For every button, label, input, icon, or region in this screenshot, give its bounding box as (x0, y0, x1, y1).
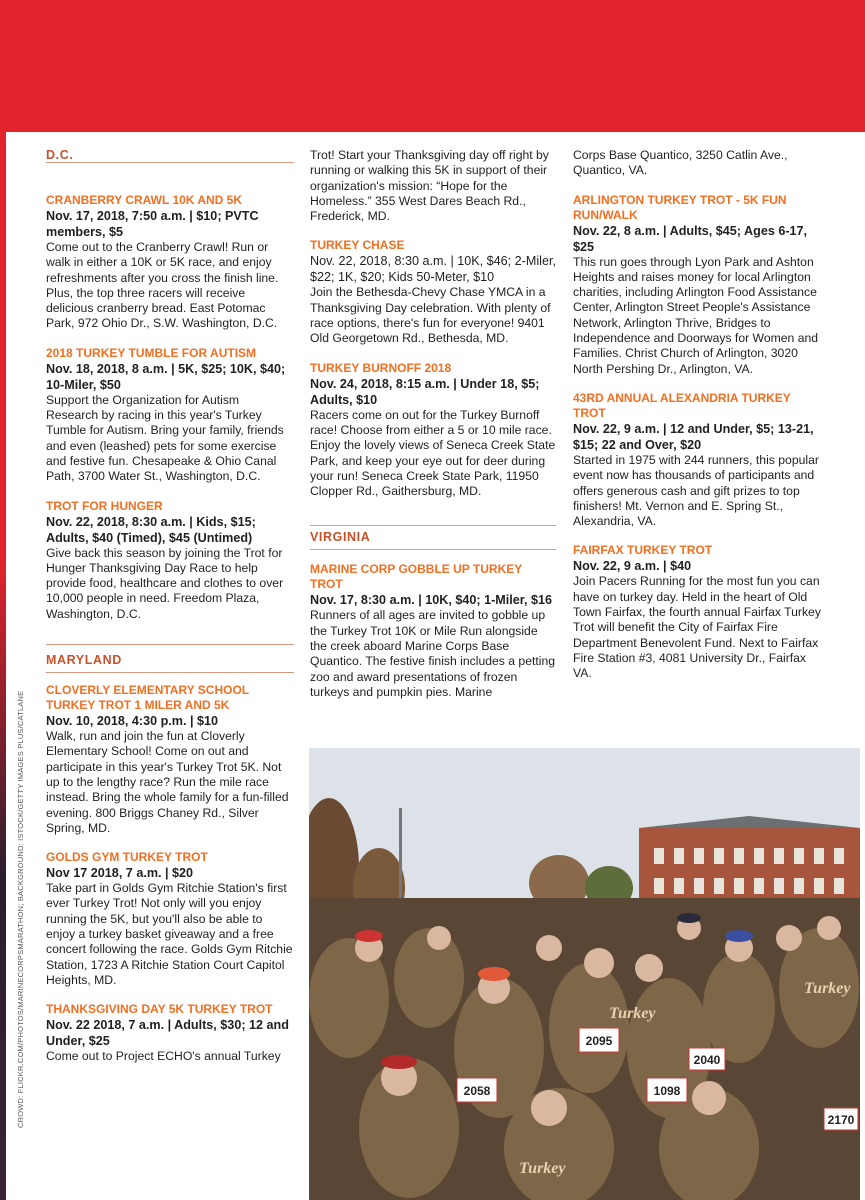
event-entry (310, 361, 556, 500)
event-entry (310, 238, 556, 346)
header-band (0, 0, 865, 132)
event-title: TURKEY CHASE (310, 238, 405, 253)
event-description: Support the Organization for Autism Research by racing in this year's Turkey Tumble for Autism. Bring your family, friends and even (leashed) pets for some exercise and festive fun. Chesapeake & Ohio Canal Path, 3700 Water St., Washington, D.C. (46, 392, 284, 484)
bib-number: 2040 (693, 1053, 721, 1067)
event-description: Take part in Golds Gym Ritchie Station's first ever Turkey Trot! Not only will you enjoy running the 5K, but you'll also be able to enjoy a turkey basket giveaway and a free concert following the race. Golds Gym Ritchie Station, 1723 A Ritchie Station Court Capitol Heights, MD. (46, 881, 293, 987)
event-meta: Nov. 22, 9 a.m. | 12 and Under, $5; 13-21, $15; 22 and Over, $20 (573, 421, 814, 452)
left-color-bar (0, 132, 6, 1200)
event-meta: Nov. 22, 2018, 8:30 a.m. | 10K, $46; 2-Miler, $22; 1K, $20; Kids 50-Meter, $10 (310, 254, 556, 285)
event-entry (46, 683, 294, 836)
event-title: THANKSGIVING DAY 5K TURKEY TROT (46, 1002, 273, 1017)
event-meta: Nov. 22, 2018, 8:30 a.m. | Kids, $15; Adults, $40 (Timed), $45 (Untimed) (46, 514, 256, 545)
bib-number: 2170 (827, 1113, 855, 1127)
event-entry (46, 850, 294, 988)
column-1 (46, 148, 294, 1079)
event-meta: Nov 17 2018, 7 a.m. | $20 (46, 866, 194, 881)
event-entry (46, 346, 294, 485)
race-crowd-photo (309, 748, 860, 1200)
race-crowd-illustration (309, 748, 860, 1200)
event-title: FAIRFAX TURKEY TROT (573, 543, 713, 558)
event-entry (573, 193, 823, 377)
event-meta: Nov. 22, 8 a.m. | Adults, $45; Ages 6-17, $25 (573, 223, 808, 254)
event-description: Racers come on out for the Turkey Burnoff race! Choose from either a 5 or 10 mile race. Enjoy the lovely views of Seneca Creek State Park, and keep your eye out for deer during your run! Seneca Creek State Park, 11950 Clopper Rd., Gaithersburg, MD. (310, 407, 556, 499)
event-entry (310, 562, 556, 700)
event-title: 2018 TURKEY TUMBLE FOR AUTISM (46, 345, 257, 360)
event-description-continued: Corps Base Quantico, 3250 Catlin Ave., Quantico, VA. (573, 148, 788, 178)
column-2 (310, 148, 556, 714)
event-meta: Nov. 17, 8:30 a.m. | 10K, $40; 1-Miler, $16 (310, 593, 552, 608)
event-entry (46, 499, 294, 622)
event-title: TROT FOR HUNGER (46, 498, 163, 513)
section-heading-virginia: VIRGINIA (310, 530, 556, 550)
event-meta: Nov. 22 2018, 7 a.m. | Adults, $30; 12 and Under, $25 (46, 1018, 289, 1049)
shirt-text: Turkey (804, 980, 851, 997)
event-title: MARINE CORP GOBBLE UP TURKEY TROT (310, 562, 523, 592)
event-meta: Nov. 10, 2018, 4:30 p.m. | $10 (46, 714, 219, 729)
event-meta: Nov. 22, 9 a.m. | $40 (573, 559, 692, 574)
section-heading-dc: D.C. (46, 148, 74, 162)
column-3 (573, 148, 823, 696)
shirt-text: Turkey (609, 1005, 656, 1022)
event-description: Come out to Project ECHO's annual Turkey (46, 1049, 281, 1064)
divider (46, 162, 294, 163)
bib-number: 2058 (463, 1084, 491, 1098)
event-description: Give back this season by joining the Trot for Hunger Thanksgiving Day Race to help provide food, healthcare and clothes to over 10,000 people in need. Freedom Plaza, Washington, D.C. (46, 545, 284, 621)
event-title: 43RD ANNUAL ALEXANDRIA TURKEY TROT (573, 390, 791, 420)
section-heading-maryland: MARYLAND (46, 653, 294, 673)
divider (46, 644, 294, 645)
event-title: GOLDS GYM TURKEY TROT (46, 850, 208, 865)
event-description: Walk, run and join the fun at Cloverly Elementary School! Come on out and participate in this year's Turkey Trot 5K. Not up to the lengthy race? Run the mile race instead. Bring the whole family for a fun-filled evening. 800 Briggs Chaney Rd., Silver Spring, MD. (46, 729, 289, 835)
event-meta: Nov. 18, 2018, 8 a.m. | 5K, $25; 10K, $40; 10-Miler, $50 (46, 361, 286, 392)
event-description: Join Pacers Running for the most fun you can have on turkey day. Held in the heart of Old Town Fairfax, the fourth annual Fairfax Turkey Trot will benefit the City of Fairfax Fire Department Benevolent Fund. Next to Fairfax Fire Station #3, 4081 University Dr., Fairfax VA. (573, 574, 821, 681)
event-title: CLOVERLY ELEMENTARY SCHOOL TURKEY TROT 1 MILER AND 5K (46, 683, 249, 713)
divider (310, 525, 556, 526)
shirt-text: Turkey (519, 1160, 566, 1177)
event-description-continued: Trot! Start your Thanksgiving day off right by running or walking this 5K in support of their organization's mission: “Hope for the Homeless.” 355 West Dares Beach Rd., Frederick, MD. (310, 148, 549, 224)
event-meta: Nov. 17, 2018, 7:50 a.m. | $10; PVTC members, $5 (46, 209, 259, 239)
event-title: CRANBERRY CRAWL 10K AND 5K (46, 193, 243, 207)
event-description: This run goes through Lyon Park and Ashton Heights and raises money for local Arlington charities, including Arlington Food Assistance Center, Arlington Street People's Assistance Network, Arlington Thrive, Bridges to Independence and Doorways for Women and Families. Christ Church of Arlington, 3020 North Pershing Dr., Arlington, VA. (573, 254, 819, 376)
event-description: Come out to the Cranberry Crawl! Run or walk in either a 10K or 5K race, and enjoy refreshments after you cross the finish line. Plus, the top three racers will receive delicious cranberry bread. East Potomac Park, 972 Ohio Dr., S.W. Washington, D.C. (46, 240, 279, 331)
event-title: TURKEY BURNOFF 2018 (310, 360, 452, 375)
event-entry (46, 1002, 294, 1064)
bib-number: 2095 (585, 1034, 613, 1048)
event-description: Runners of all ages are invited to gobble up the Turkey Trot 10K or Mile Run alongside the creek aboard Marine Corps Base Quantico. The festive finish includes a petting zoo and award presentations of frozen turkeys and pumpkin pies. Marine (310, 608, 556, 699)
event-description: Started in 1975 with 244 runners, this popular event now has thousands of participants and offers generous cash and gift prizes to top finishers! Mt. Vernon and E. Spring St., Alexandria, VA. (573, 452, 819, 529)
event-description: Join the Bethesda-Chevy Chase YMCA in a Thanksgiving Day celebration. With plenty of race options, there's fun for everyone! 9401 Old Georgetown Rd., Bethesda, MD. (310, 285, 551, 346)
event-entry (46, 193, 294, 332)
event-meta: Nov. 24, 2018, 8:15 a.m. | Under 18, $5; Adults, $10 (310, 376, 540, 407)
event-entry (573, 543, 823, 681)
event-entry (573, 391, 823, 529)
event-title: ARLINGTON TURKEY TROT - 5K FUN RUN/WALK (573, 192, 787, 222)
bib-number: 1098 (653, 1084, 681, 1098)
photo-credit: CROWD: FLICKR.COM/PHOTOS/MARINECORPSMARATHON; BACKGROUND: ISTOCK/GETTY IMAGES PLUS/CATLANE (16, 690, 25, 1128)
